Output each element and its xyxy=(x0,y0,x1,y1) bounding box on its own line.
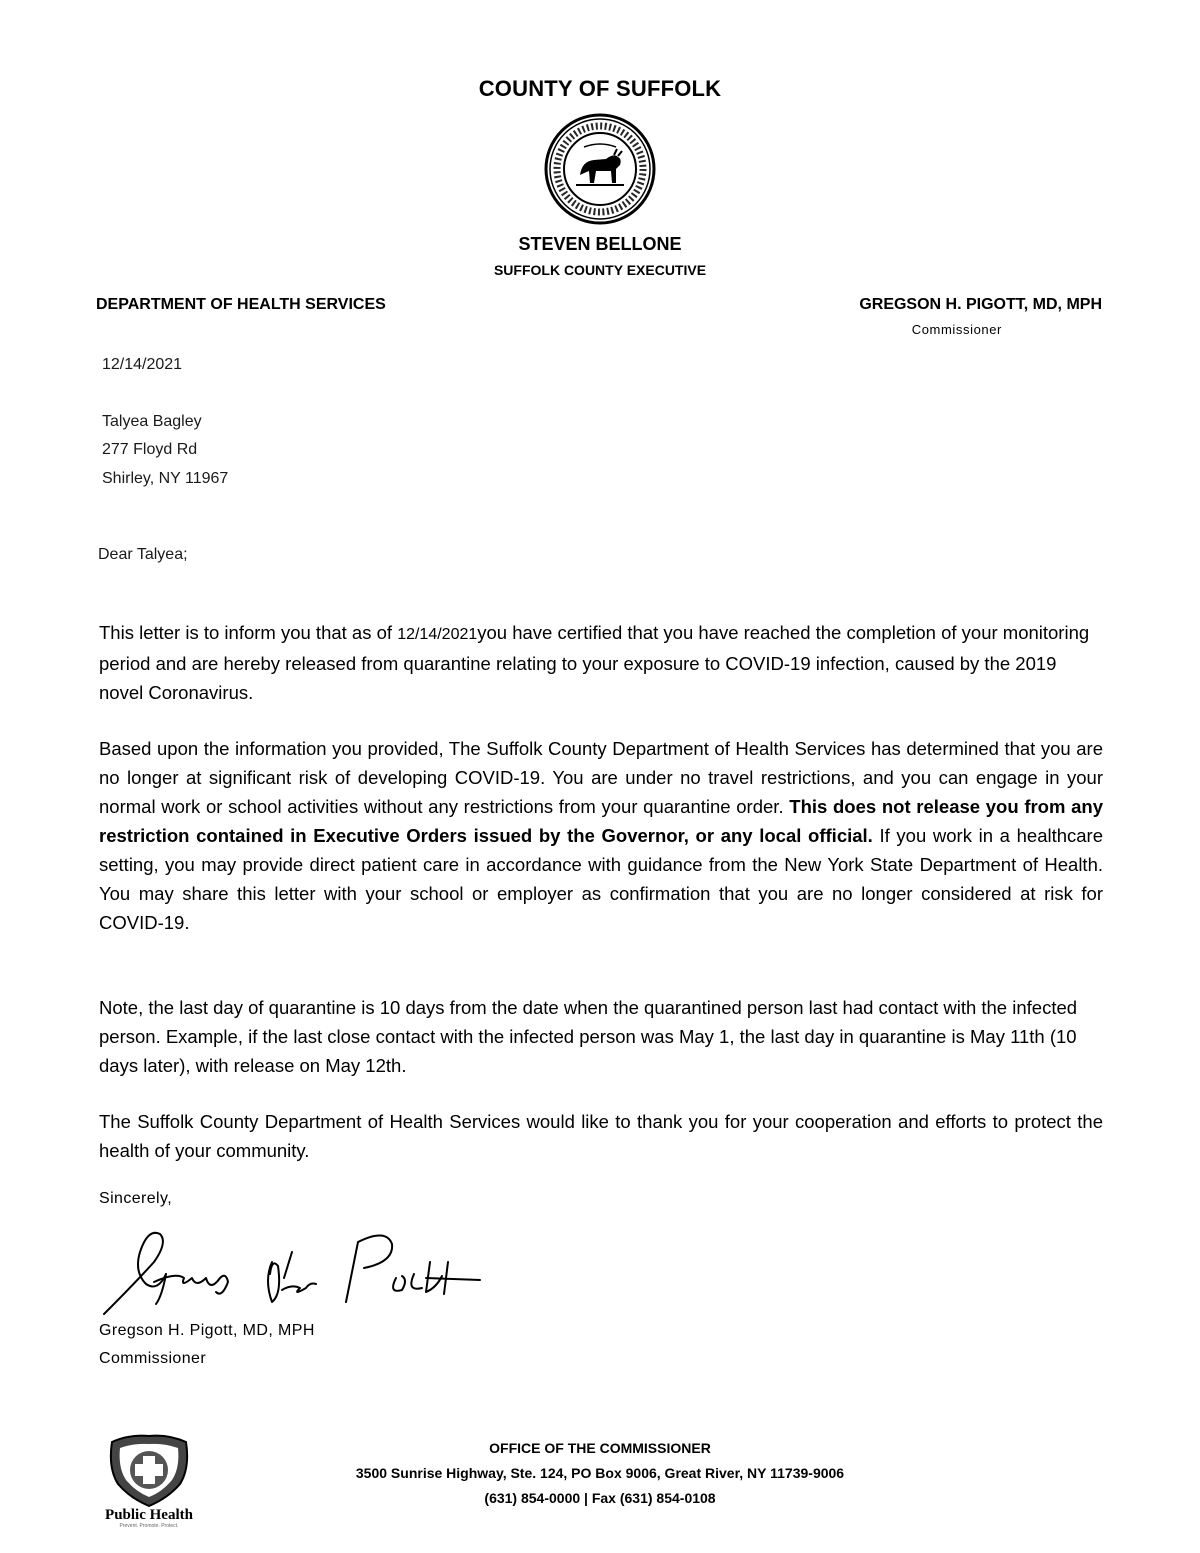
recipient-city: Shirley, NY 11967 xyxy=(102,470,229,487)
recipient-name: Talyea Bagley xyxy=(102,413,202,430)
salutation: Dear Talyea; xyxy=(98,546,188,563)
county-seal-icon xyxy=(544,113,656,225)
release-date: 12/14/2021 xyxy=(397,626,478,643)
paragraph-text: Based upon the information you provided, The Suffolk County Department of Health Services has determined that you are no longer at significant risk of developing COVID-19. You are under no travel restrictions, and you can engage in your normal work or school activities without any restrictions from your quarantine order. xyxy=(99,738,1103,817)
paragraph-quarantine-note: Note, the last day of quarantine is 10 days from the date when the quarantined person last had contact with the infected person. Example, if the last close contact with the infected person was May 1, the last day in quarantine is May 11th (10 days later), with release on May 12th. xyxy=(99,997,1078,1076)
public-health-logo-text: Public Health xyxy=(105,1507,193,1523)
bold-notice: This does not release you from any restriction contained in Executive Orders issued by the Governor, or any local official. xyxy=(99,796,1103,846)
paragraph-determination xyxy=(99,734,1103,937)
signer-name: Gregson H. Pigott, MD, MPH xyxy=(99,1322,315,1339)
commissioner-title: Commissioner xyxy=(911,322,1002,337)
closing: Sincerely, xyxy=(99,1190,173,1207)
department-name: DEPARTMENT OF HEALTH SERVICES xyxy=(96,296,386,313)
letter-date: 12/14/2021 xyxy=(102,356,183,373)
paragraph-text: you have certified that you have reached the completion of your monitoring period and are hereby released from quarantine relating to your exposure to COVID-19 infection, caused by the 2019 novel Coronavirus. xyxy=(99,622,1090,703)
public-health-tagline: Prevent. Promote. Protect. xyxy=(119,1523,179,1528)
paragraph-release-notice xyxy=(99,618,1103,707)
paragraph-thanks: The Suffolk County Department of Health Services would like to thank you for your cooperation and efforts to protect the health of your community. xyxy=(99,1111,1103,1161)
executive-title: SUFFOLK COUNTY EXECUTIVE xyxy=(493,262,707,278)
footer-phone: (631) 854-0000 | Fax (631) 854-0108 xyxy=(484,1490,716,1506)
county-title: COUNTY OF SUFFOLK xyxy=(478,76,722,101)
executive-name: STEVEN BELLONE xyxy=(518,234,682,254)
signature-icon xyxy=(96,1222,486,1322)
paragraph-text: This letter is to inform you that as of xyxy=(99,622,398,643)
signer-title: Commissioner xyxy=(99,1350,207,1367)
commissioner-name: GREGSON H. PIGOTT, MD, MPH xyxy=(859,296,1102,313)
footer-address: 3500 Sunrise Highway, Ste. 124, PO Box 9006, Great River, NY 11739-9006 xyxy=(355,1465,845,1481)
recipient-street: 277 Floyd Rd xyxy=(102,441,198,458)
paragraph-text: If you work in a healthcare setting, you may provide direct patient care in accordance with guidance from the New York State Department of Health. You may share this letter with your school or employer as confirmation that you are no longer considered at risk for COVID-19. xyxy=(99,825,1104,933)
footer-office: OFFICE OF THE COMMISSIONER xyxy=(489,1440,711,1456)
